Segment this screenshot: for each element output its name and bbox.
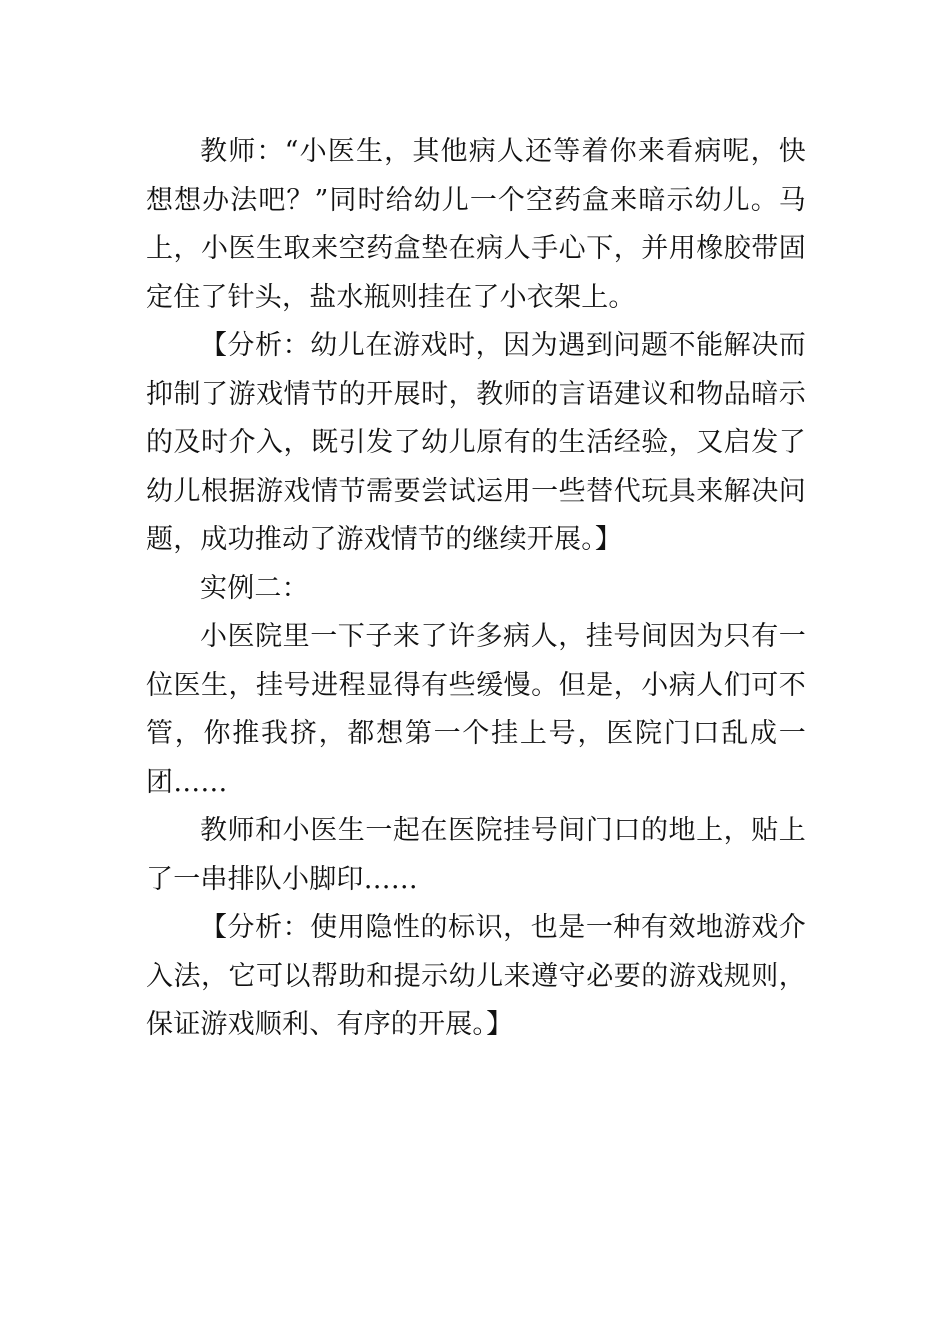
document-body	[146, 128, 806, 1050]
paragraph-example-description: 小医院里一下子来了许多病人，挂号间因为只有一位医生，挂号进程显得有些缓慢。但是，小病人们可不管，你推我挤，都想第一个挂上号，医院门口乱成一团……	[146, 621, 806, 798]
paragraph-example-heading: 实例二：	[200, 572, 309, 604]
paragraph-analysis-1: 【分析：幼儿在游戏时，因为遇到问题不能解决而抑制了游戏情节的开展时，教师的言语建议和物品暗示的及时介入，既引发了幼儿原有的生活经验，又启发了幼儿根据游戏情节需要尝试运用一些替代玩具来解决问题，成功推动了游戏情节的继续开展。】	[146, 330, 806, 555]
paragraph-teacher-action: 教师和小医生一起在医院挂号间门口的地上，贴上了一串排队小脚印……	[146, 815, 806, 895]
paragraph-teacher-dialogue: 教师：“小医生，其他病人还等着你来看病呢，快想想办法吧？”同时给幼儿一个空药盒来暗示幼儿。马上，小医生取来空药盒垫在病人手心下，并用橡胶带固定住了针头，盐水瓶则挂在了小衣架上。	[146, 136, 806, 313]
paragraph-analysis-2: 【分析：使用隐性的标识，也是一种有效地游戏介入法，它可以帮助和提示幼儿来遵守必要的游戏规则，保证游戏顺利、有序的开展。】	[146, 912, 806, 1040]
